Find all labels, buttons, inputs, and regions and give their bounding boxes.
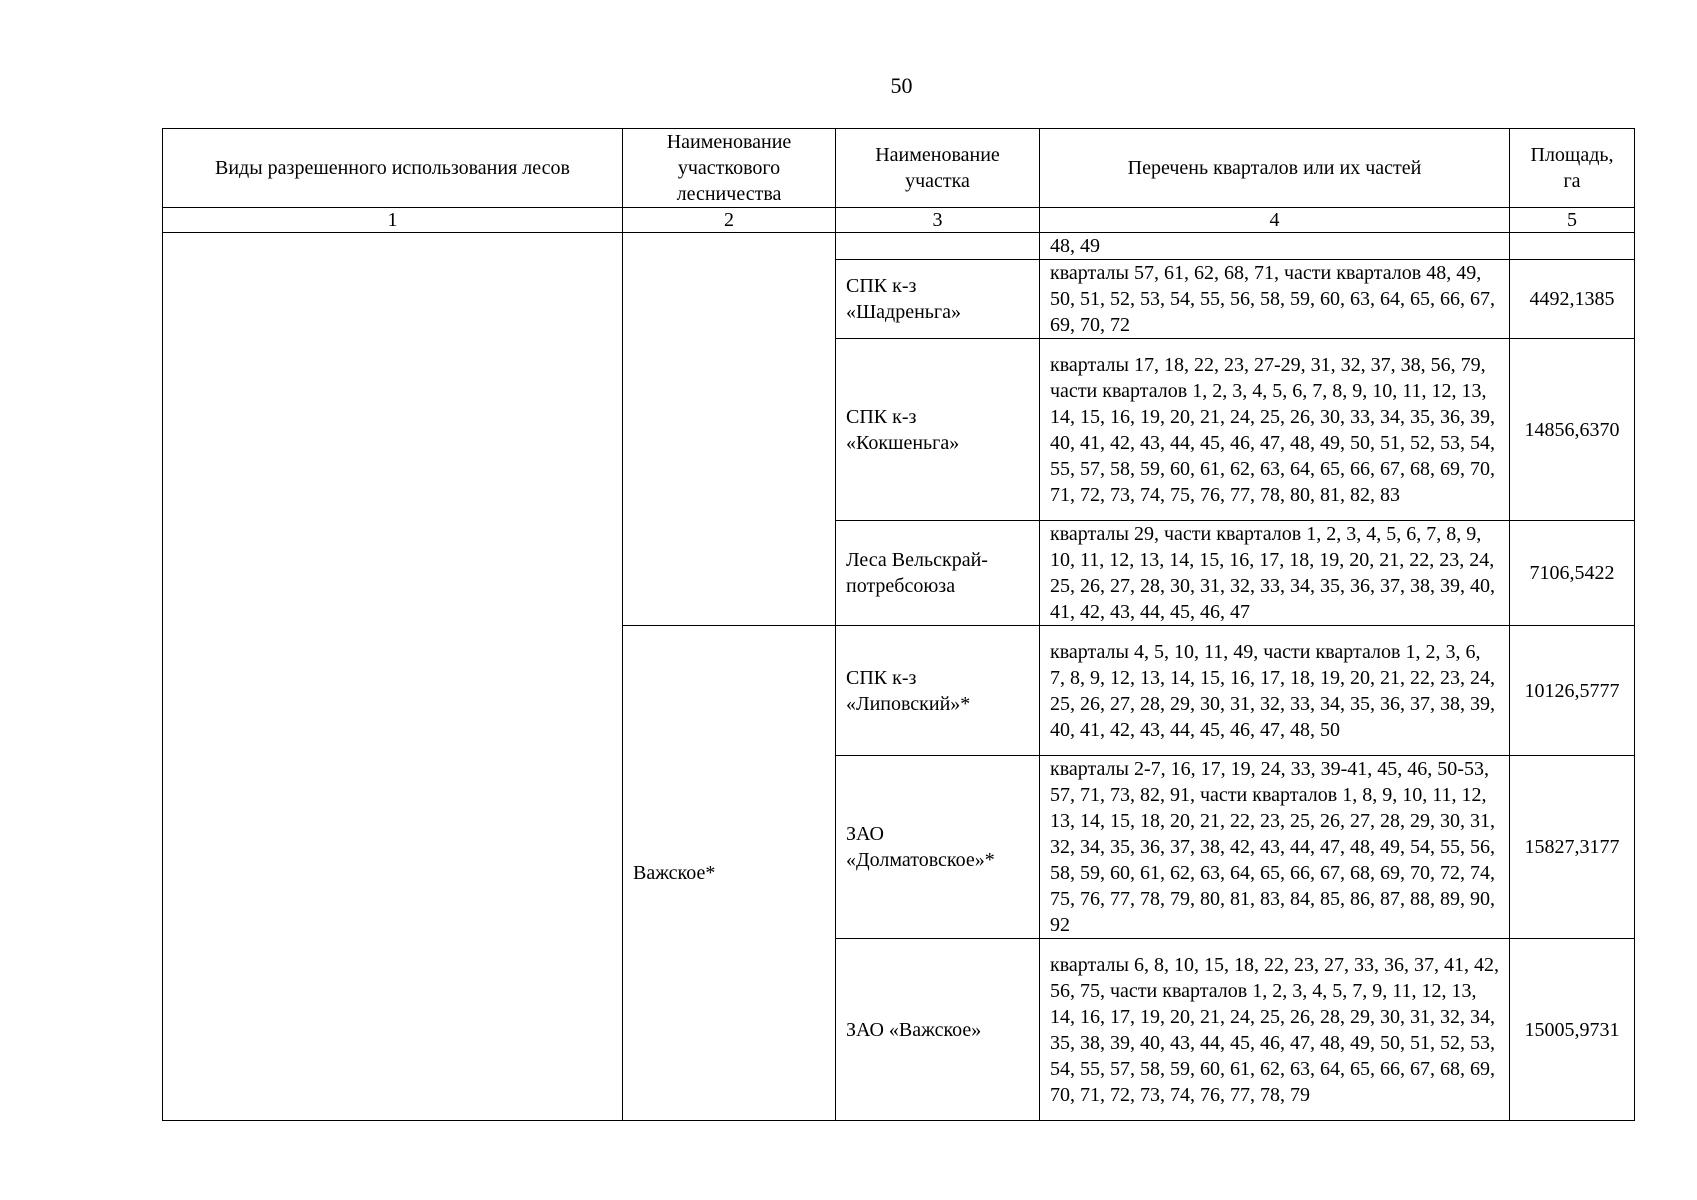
column-number: 2	[623, 208, 836, 233]
site-cell	[836, 233, 1040, 260]
area-cell	[1510, 233, 1635, 260]
site-cell: СПК к-з «Кокшеньга»	[836, 339, 1040, 521]
header-quarters: Перечень кварталов или их частей	[1040, 129, 1510, 208]
site-cell: Леса Вельскрай-потребсоюза	[836, 521, 1040, 626]
area-cell: 15005,9731	[1510, 939, 1635, 1121]
area-cell: 10126,5777	[1510, 626, 1635, 756]
column-number: 1	[163, 208, 623, 233]
area-cell: 4492,1385	[1510, 260, 1635, 339]
forestry-cell	[623, 233, 836, 626]
quarters-cell: кварталы 4, 5, 10, 11, 49, части кварталов 1, 2, 3, 6, 7, 8, 9, 12, 13, 14, 15, 16, 17, 18, 19, 20, 21, 22, 23, 24, 25, 26, 27, 28, 29, 30, 31, 32, 33, 34, 35, 36, 37, 38, 39, 40, 41, 42, 43, 44, 45, 46, 47, 48, 50	[1040, 626, 1510, 756]
forestry-cell-vazhskoe: Важское*	[623, 626, 836, 1121]
header-forestry: Наименование участкового лесничества	[623, 129, 836, 208]
quarters-cell: кварталы 6, 8, 10, 15, 18, 22, 23, 27, 33, 36, 37, 41, 42, 56, 75, части кварталов 1, 2, 3, 4, 5, 7, 9, 11, 12, 13, 14, 16, 17, 19, 20, 21, 24, 25, 26, 28, 29, 30, 31, 32, 34, 35, 38, 39, 40, 43, 44, 45, 46, 47, 48, 49, 50, 51, 52, 53, 54, 55, 57, 58, 59, 60, 61, 62, 63, 64, 65, 66, 67, 68, 69, 70, 71, 72, 73, 74, 76, 77, 78, 79	[1040, 939, 1510, 1121]
quarters-cell: 48, 49	[1040, 233, 1510, 260]
column-number: 4	[1040, 208, 1510, 233]
header-area: Площадь, га	[1510, 129, 1635, 208]
column-number-row	[163, 208, 1635, 233]
column-number: 5	[1510, 208, 1635, 233]
table-header-row	[163, 129, 1635, 208]
header-site: Наименование участка	[836, 129, 1040, 208]
quarters-cell: кварталы 29, части кварталов 1, 2, 3, 4, 5, 6, 7, 8, 9, 10, 11, 12, 13, 14, 15, 16, 17, 18, 19, 20, 21, 22, 23, 24, 25, 26, 27, 28, 30, 31, 32, 33, 34, 35, 36, 37, 38, 39, 40, 41, 42, 43, 44, 45, 46, 47	[1040, 521, 1510, 626]
area-cell: 15827,3177	[1510, 756, 1635, 939]
page-number: 50	[890, 73, 913, 98]
header-use-types: Виды разрешенного использования лесов	[163, 129, 623, 208]
site-cell: ЗАО «Долматовское»*	[836, 756, 1040, 939]
quarters-cell: кварталы 17, 18, 22, 23, 27-29, 31, 32, 37, 38, 56, 79, части кварталов 1, 2, 3, 4, 5, 6, 7, 8, 9, 10, 11, 12, 13, 14, 15, 16, 19, 20, 21, 24, 25, 26, 30, 33, 34, 35, 36, 39, 40, 41, 42, 43, 44, 45, 46, 47, 48, 49, 50, 51, 52, 53, 54, 55, 57, 58, 59, 60, 61, 62, 63, 64, 65, 66, 67, 68, 69, 70, 71, 72, 73, 74, 75, 76, 77, 78, 80, 81, 82, 83	[1040, 339, 1510, 521]
area-cell: 7106,5422	[1510, 521, 1635, 626]
quarters-cell: кварталы 2-7, 16, 17, 19, 24, 33, 39-41, 45, 46, 50-53, 57, 71, 73, 82, 91, части кварталов 1, 8, 9, 10, 11, 12, 13, 14, 15, 18, 20, 21, 22, 23, 25, 26, 27, 28, 29, 30, 31, 32, 34, 35, 36, 37, 38, 42, 43, 44, 47, 48, 49, 54, 55, 56, 58, 59, 60, 61, 62, 63, 64, 65, 66, 67, 68, 69, 70, 72, 74, 75, 76, 77, 78, 79, 80, 81, 83, 84, 85, 86, 87, 88, 89, 90, 92	[1040, 756, 1510, 939]
quarters-cell: кварталы 57, 61, 62, 68, 71, части кварталов 48, 49, 50, 51, 52, 53, 54, 55, 56, 58, 59, 60, 63, 64, 65, 66, 67, 69, 70, 72	[1040, 260, 1510, 339]
forest-use-table	[162, 128, 1635, 1121]
site-cell: СПК к-з «Шадреньга»	[836, 260, 1040, 339]
use-type-cell	[163, 233, 623, 1121]
area-cell: 14856,6370	[1510, 339, 1635, 521]
site-cell: СПК к-з «Липовский»*	[836, 626, 1040, 756]
site-cell: ЗАО «Важское»	[836, 939, 1040, 1121]
table-row	[163, 233, 1635, 260]
column-number: 3	[836, 208, 1040, 233]
